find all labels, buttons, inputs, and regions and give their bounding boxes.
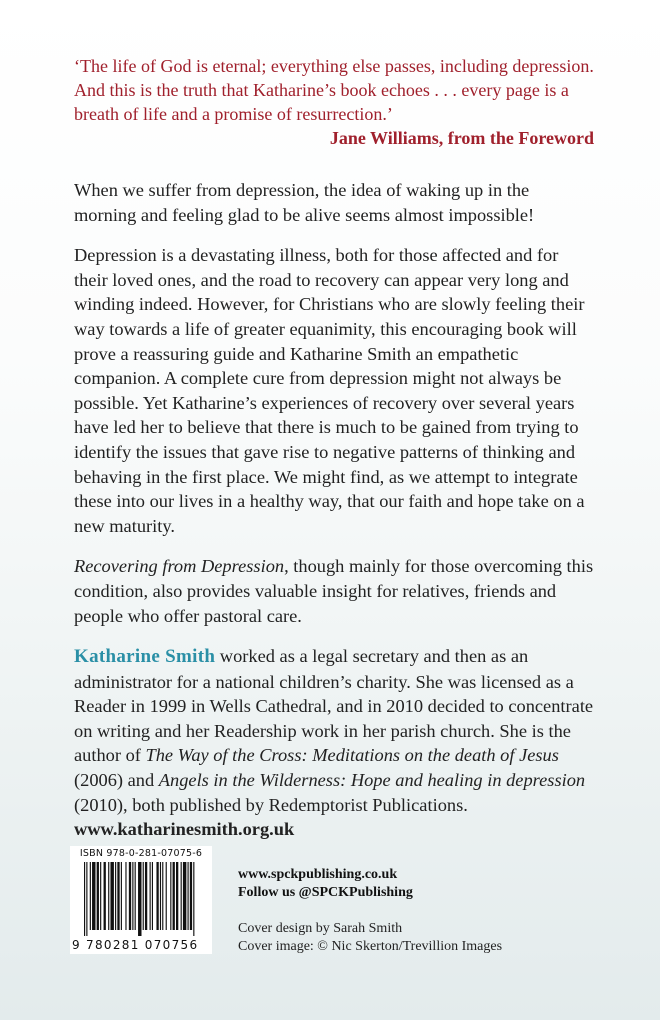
barcode-bar xyxy=(143,862,144,930)
bio-text-1: worked as a legal secretary and then as an administrator for a national children’s charity. She was licensed as a Reader in 1999 in Wells Cathedral, and in 2010 decided to concentrate on writing and her Readership work in her parish church. She is the author of xyxy=(74,646,594,766)
barcode-bar xyxy=(92,862,95,930)
publisher-website[interactable]: www.spckpublishing.co.uk xyxy=(238,867,398,882)
barcode-bar xyxy=(170,862,171,930)
barcode-bar xyxy=(84,862,85,936)
author-website[interactable]: www.katharinesmith.org.uk xyxy=(74,819,295,840)
barcode-bar xyxy=(115,862,116,930)
barcode-bar xyxy=(173,862,175,930)
author-name: Katharine Smith xyxy=(74,646,216,668)
barcode-bar xyxy=(181,862,182,930)
barcode-bar xyxy=(156,862,158,930)
author-bio xyxy=(74,644,594,842)
bio-text-3: (2010), both published by Redemptorist Publications. xyxy=(74,794,468,815)
bio-book-2: Angels in the Wilderness: Hope and healing in depression xyxy=(158,770,586,791)
barcode-bar xyxy=(183,862,186,930)
blurb-paragraph-3 xyxy=(74,554,594,628)
barcode-bar xyxy=(188,862,189,930)
barcode-bar xyxy=(193,862,194,936)
barcode-bar xyxy=(90,862,91,930)
cover-design-credit: Cover design by Sarah Smith xyxy=(238,921,403,936)
blurb-paragraph-3-text: , though mainly for those overcoming this condition, also provides valuable insight for relatives, friends and people who offer pastoral care. xyxy=(74,556,594,626)
barcode-bars xyxy=(84,862,198,936)
barcode xyxy=(70,846,212,954)
book-title: Recovering from Depression xyxy=(74,556,285,577)
barcode-bar xyxy=(132,862,133,930)
barcode-bar xyxy=(160,862,161,930)
barcode-bar xyxy=(110,862,113,930)
barcode-bar xyxy=(86,862,87,936)
barcode-bar xyxy=(108,862,109,930)
blurb xyxy=(74,178,594,858)
barcode-bar xyxy=(135,862,136,930)
publisher-info xyxy=(238,866,413,902)
publisher-social[interactable]: Follow us @SPCKPublishing xyxy=(238,885,413,900)
endorsement-quote xyxy=(74,54,594,150)
bio-book-1: The Way of the Cross: Meditations on the death of Jesus xyxy=(145,745,559,766)
barcode-bar xyxy=(145,862,147,930)
barcode-bar xyxy=(97,862,99,930)
blurb-paragraph-1: When we suffer from depression, the idea of waking up in the morning and feeling glad to be alive seems almost impossible! xyxy=(74,180,535,225)
blurb-paragraph-2: Depression is a devastating illness, both for those affected and for their loved ones, and the road to recovery can appear very long and winding indeed. However, for Christians who are slowly feeling their way towards a life of greater equanimity, this encouraging book will prove a reassuring guide and Katharine Smith an empathetic companion. A complete cure from depression might not always be possible. Yet Katharine’s experiences of recovery over several years have led her to believe that there is much to be gained from trying to identify the issues that gave rise to negative patterns of thinking and behaving in the first place. We might find, as we attempt to integrate these into our lives in a healthy way, that our faith and hope take on a new maturity. xyxy=(74,245,585,536)
barcode-bar xyxy=(150,862,151,930)
barcode-bar xyxy=(129,862,131,930)
barcode-bar xyxy=(190,862,192,930)
barcode-digits: 9 780281 070756 xyxy=(72,938,199,952)
bio-text-2: (2006) and xyxy=(74,770,159,791)
barcode-bar xyxy=(117,862,119,930)
barcode-bar xyxy=(121,862,122,930)
isbn-label: ISBN 978-0-281-07075-6 xyxy=(79,848,203,859)
cover-credits xyxy=(238,920,502,956)
cover-image-credit: Cover image: © Nic Skerton/Trevillion Images xyxy=(238,939,503,954)
barcode-bar xyxy=(100,862,101,930)
quote-text: ‘The life of God is eternal; everything else passes, including depression. And this is the truth that Katharine’s book echoes . . . every page is a breath of life and a promise of resurrection.’ xyxy=(74,56,594,124)
barcode-bar xyxy=(166,862,167,930)
barcode-bar xyxy=(104,862,106,930)
barcode-bar xyxy=(138,862,141,936)
barcode-bar xyxy=(125,862,126,930)
barcode-bar xyxy=(152,862,153,930)
barcode-bar xyxy=(162,862,163,930)
quote-attribution: Jane Williams, from the Foreword xyxy=(329,128,594,148)
barcode-bar xyxy=(176,862,178,930)
